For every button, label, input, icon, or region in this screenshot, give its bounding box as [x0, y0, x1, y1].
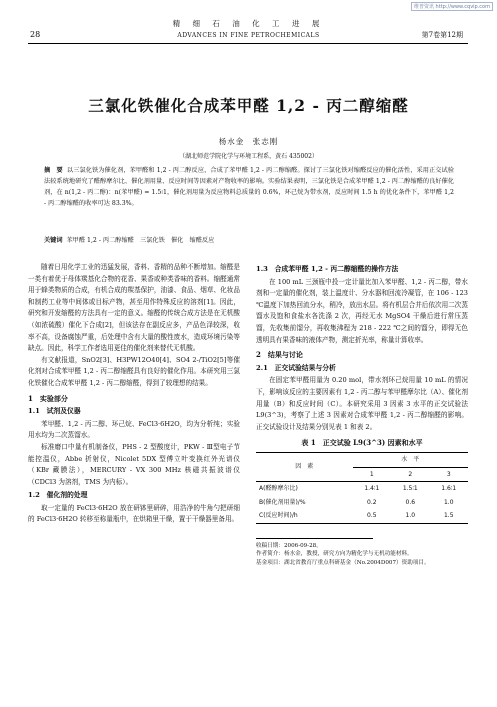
- table-cell: 1.5∶1: [402, 485, 418, 493]
- section-heading: 2 结果与讨论: [256, 350, 303, 360]
- subsection-heading: 1.3 合成苯甲醛 1,2 - 丙二醇缩醛的操作方法: [256, 265, 399, 273]
- body-paragraph: 在 100 mL 三颈瓶中投一定计量比加入苯甲醛、1,2 - 丙二醇，带水剂和一定量的催化剂，装上温度计、分水器和回流冷凝管，在 106 - 123 ℃温度下加热回流分水，稍冷，放出水层。将有机层合并后依次用二次蒸馏水及饱和食盐水各洗涤 2 次，再经无水 MgSO4 干燥后进行常压蒸馏，先收集前馏分，再收集沸程为 218 - 222 ℃之间的馏分，即得无色透明具有果香味的液体产物，测定折光率，称量计算收率。: [256, 277, 468, 344]
- table-caption: 表 1 正交试验 L9(3^3) 因素和水平: [301, 438, 423, 448]
- header-rule: [28, 43, 468, 44]
- keywords: [44, 235, 454, 244]
- journal-name: 精 细 石 油 化 工 进 展: [172, 19, 325, 28]
- footnote: 作者简介：杨水金，教授，研究方向为精化学与无机功能材料。: [256, 551, 413, 558]
- section-heading: 1 实验部分: [28, 393, 68, 403]
- table-row: [256, 482, 468, 496]
- authors: 杨水金 张志刚: [218, 137, 279, 146]
- body-paragraph: 取一定量的 FeCl3·6H2O 放在研钵里研碎，用浩净的牛角勺把研细的 FeCl3·6H2O 转移至称量瓶中，在烘箱里干燥，置于干燥器里备用。: [28, 503, 240, 524]
- body-paragraph: 苯甲醛、1,2 - 丙二醇、环己烷、FeCl3·6H2O，均为分析纯；实验用水均为二次蒸馏水。: [28, 419, 240, 440]
- article-title: 三氯化铁催化合成苯甲醛 1,2 - 丙二醇缩醛: [88, 96, 409, 115]
- subsection-heading: 1.1 试剂及仪器: [28, 407, 81, 416]
- table-header-level-num: 3: [430, 467, 468, 482]
- table-cell: 0.5: [353, 509, 391, 523]
- footnote: 收稿日期：2006-09-28。: [256, 542, 322, 549]
- right-column: [256, 262, 468, 567]
- volume-issue: 第7卷第12期: [421, 31, 463, 39]
- table-cell: B(催化剂用量)/%: [259, 498, 306, 506]
- footnote-rule: [256, 538, 373, 539]
- abstract-text: 以三氯化铁为催化剂，苯甲醛和 1,2 - 丙二醇反应，合成了苯甲醛 1,2 - 丙二醇缩醛。探讨了三氯化铁对缩醛反应的催化活性，采用正交试验法较系统地研究了醛醇摩尔比、催化剂用量、反应时间等因素对产物收率的影响。实验结果表明，三氯化铁是合成苯甲醛 1,2 - 丙二醇缩醛的良好催化剂，在 n(1,2 - 丙二醇)：n(苯甲醛) = 1.5∶1，催化剂用量为反应物料总质量的 0.6%，环己烷为带水剂，反应时间 1.5 h 的优化条件下，苯甲醛 1,2 - 丙二醇缩醛的收率可达 83.3%。: [44, 167, 455, 207]
- intro-paragraph: 有文献报道，SnO2[3]、H3PW12O40[4]、SO4 2-/TiO2[5]等催化剂对合成苯甲醛 1,2 - 丙二醇缩醛具有良好的催化作用。本研究用三氯化铁催化合成苯甲醛 1,2 - 丙二醇缩醛，得到了较理想的结果。: [28, 355, 240, 387]
- abstract-label: 摘 要: [44, 167, 63, 174]
- table-cell: 1.0: [443, 498, 454, 506]
- journal-name-en: ADVANCES IN FINE PETROCHEMICALS: [177, 32, 320, 39]
- affiliation: （湖北师范学院化学与环境工程系，黄石 435002）: [179, 153, 318, 160]
- table-cell: 1.6∶1: [441, 485, 457, 493]
- table-cell: 1.5: [430, 509, 468, 523]
- table-cell: 1.4∶1: [364, 485, 380, 493]
- table-row: [256, 509, 468, 523]
- body-paragraph: 在固定苯甲醛用量为 0.20 mol，带水剂环己烷用量 10 mL 的情况下，影响该反应的主要因素有 1,2 - 丙二醇与苯甲醛摩尔比（A）、催化剂用量（B）和反应时间（C）。本研究采用 3 因素 3 水平的正交试验法 L9(3^3)，考察了上述 3 因素对合成苯甲醛 1,2 - 丙二醇缩醛的影响。正交试验设计及结果分别见表 1 和表 2。: [256, 376, 468, 431]
- body-paragraph: 标准磨口中量有机制备仪，PHS - 2 型酸度计，PKW - Ⅲ型电子节能控温仪，Abbe 折射仪，Nicolet 5DX 型傅立叶变换红外光谱仪（KBr 藏膜法），MERCURY - VX 300 MHz 核磁共振波谱仪（CDCl3 为溶剂，TMS 为内标）。: [28, 442, 240, 486]
- table-cell: 1.0: [391, 509, 429, 523]
- table-row: [256, 496, 468, 510]
- watermark: 维普资讯 http://www.cqvip.com: [411, 2, 493, 11]
- table-cell: 0.2: [367, 498, 377, 506]
- keywords-text: 苯甲醛 1,2 - 丙二醇缩醛 三氯化铁 催化 缩醛反应: [66, 237, 215, 244]
- keywords-label: 关键词: [44, 237, 63, 244]
- subsection-heading: 2.1 正交试验结果与分析: [256, 363, 336, 372]
- table-header-level: 水 平: [353, 452, 468, 467]
- table-cell: A(醛醇摩尔比): [259, 485, 298, 493]
- left-column: [28, 262, 240, 526]
- table-header-level-num: 2: [391, 467, 429, 482]
- orthogonal-table: [256, 452, 468, 524]
- footnote: 基金项目：湖北省教育厅重点科研基金（No.2004D007）资助项目。: [256, 559, 430, 566]
- table-header-factor: 因 素: [256, 452, 353, 481]
- table-cell: C(反应时间)/h: [256, 509, 353, 523]
- intro-paragraph: 随着日用化学工业的迅猛发展，香料、香精的品种不断增加。缩醛是一类有着优于母体羰基化合物的花香、果香或种类香味的香料。缩醛通常用于蜂类物质的合成，有机合成的羰基保护，油漆、食品、烟草、化妆品和制药工业等中间体或目标产物，甚至用作特殊反应的溶剂[1]。因此，研究和开发缩醛的方法具有一定的意义。缩醛的传统合成方法是在无机酸（如浓硫酸）催化下合成[2]，但该法存在副反应多，产品色泽较深，收率不高，设备腐蚀严重，后处理中含有大量的酸性废水，造成环境污染等缺点。因此，科学工作者选用更佳的催化剂来替代无机酸。: [28, 263, 240, 353]
- abstract: [44, 165, 454, 209]
- page-number: 28: [30, 30, 41, 39]
- table-cell: 0.6: [405, 498, 416, 506]
- subsection-heading: 1.2 催化剂的处理: [28, 491, 88, 500]
- table-header-level-num: 1: [353, 467, 391, 482]
